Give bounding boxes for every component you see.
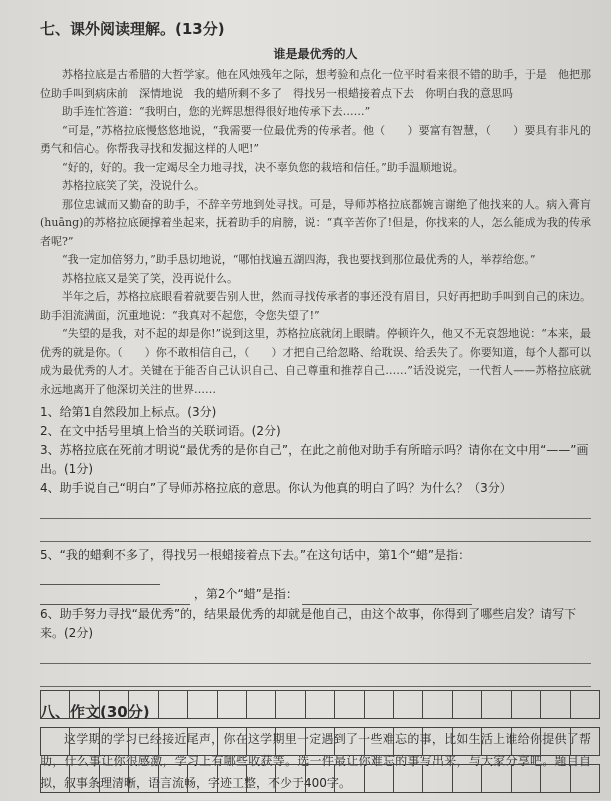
question-2: 2、在文中括号里填上恰当的关联词语。(2分) (40, 424, 281, 438)
grid-cell[interactable] (41, 691, 70, 718)
paragraph: 助手连忙答道：“我明白，您的光辉思想得很好地传承下去……” (62, 105, 371, 118)
grid-cell[interactable] (100, 765, 129, 792)
paragraph: 半年之后，苏格拉底眼看着就要告别人世，然而寻找传承者的事还没有眉目，只好再把助手叫到自己的床边。助手泪流满面，沉重地说：“我真对不起您，令您失望了!” (40, 290, 591, 322)
grid-cell[interactable] (394, 765, 423, 792)
paragraph: 那位忠诚而又勤奋的助手，不辞辛劳地到处寻找。可是，导师苏格拉底都婉言谢绝了他找来的人。病入膏肓(huāng)的苏格拉底硬撑着坐起来，抚着助手的肩膀，说：“真辛苦你了!但是，你找来的人，怎么能成为我的传承者呢?” (40, 197, 591, 248)
grid-cell[interactable] (159, 691, 188, 718)
section-8-title: 八、作文(30分) (40, 703, 150, 721)
grid-cell[interactable] (365, 691, 394, 718)
grid-cell[interactable] (159, 728, 188, 755)
grid-cell[interactable] (218, 691, 247, 718)
grid-cell[interactable] (247, 728, 276, 755)
grid-cell[interactable] (306, 765, 335, 792)
story-title: 谁是最优秀的人 (273, 47, 358, 61)
question-5-text-2: ，第2个“蜡”是指： (193, 587, 298, 601)
grid-cell[interactable] (512, 728, 541, 755)
grid-cell[interactable] (423, 691, 452, 718)
grid-row[interactable] (40, 764, 600, 793)
answer-line[interactable] (40, 500, 591, 519)
answer-blank[interactable] (40, 585, 190, 605)
paragraph: 苏格拉底笑了笑，没说什么。 (62, 179, 205, 192)
grid-cell[interactable] (482, 728, 511, 755)
grid-cell[interactable] (335, 728, 364, 755)
grid-cell[interactable] (571, 765, 600, 792)
question-3: 3、苏格拉底在死前才明说“最优秀的是你自己”，在此之前他对助手有所暗示吗？请你在文中用“——”画出。(1分) (40, 443, 589, 476)
grid-cell[interactable] (70, 691, 99, 718)
grid-cell[interactable] (423, 765, 452, 792)
grid-cell[interactable] (129, 691, 158, 718)
grid-cell[interactable] (453, 728, 482, 755)
grid-row[interactable] (40, 690, 600, 719)
essay-prompt: 这学期的学习已经接近尾声，你在这学期里一定遇到了一些难忘的事，比如生活上谁给你提供了帮助，什么事让你很感激，学习上有哪些收获等。选一件最让你难忘的事写出来，与大家分享吧。题目自拟，叙事条理清晰，语言流畅，字迹工整，不少于400字。 (40, 732, 591, 790)
grid-cell[interactable] (218, 765, 247, 792)
grid-cell[interactable] (276, 691, 305, 718)
grid-cell[interactable] (571, 728, 600, 755)
grid-cell[interactable] (335, 765, 364, 792)
grid-cell[interactable] (188, 728, 217, 755)
question-5-cont (40, 585, 591, 605)
paragraph: 苏格拉底是古希腊的大哲学家。他在风烛残年之际，想考验和点化一位平时看来很不错的助手，于是 他把那位助手叫到病床前 深情地说 我的蜡所剩不多了 得找另一根蜡接着点下去 你明白我的意思吗 (40, 68, 591, 100)
grid-cell[interactable] (70, 728, 99, 755)
grid-cell[interactable] (394, 691, 423, 718)
grid-cell[interactable] (306, 728, 335, 755)
grid-cell[interactable] (541, 691, 570, 718)
question-6: 6、助手努力寻找“最优秀”的，结果最优秀的却就是他自己，由这个故事，你得到了哪些启发？请写下来。(2分) (40, 607, 577, 640)
grid-cell[interactable] (306, 691, 335, 718)
grid-cell[interactable] (70, 765, 99, 792)
grid-cell[interactable] (482, 691, 511, 718)
answer-blank[interactable] (302, 585, 472, 605)
grid-cell[interactable] (423, 728, 452, 755)
paragraph: “好的，好的。我一定竭尽全力地寻找，决不辜负您的栽培和信任。”助手温顺地说。 (62, 160, 464, 174)
questions (40, 403, 591, 687)
grid-cell[interactable] (188, 765, 217, 792)
grid-cell[interactable] (365, 728, 394, 755)
grid-cell[interactable] (276, 728, 305, 755)
question-4: 4、助手说自己“明白”了导师苏格拉底的意思。你认为他真的明白了吗？为什么？（3分） (40, 481, 512, 495)
paragraph: “我一定加倍努力，”助手恳切地说，“哪怕找遍五湖四海，我也要找到那位最优秀的人，举荐给您。” (62, 253, 536, 266)
grid-cell[interactable] (335, 691, 364, 718)
grid-cell[interactable] (41, 765, 70, 792)
paragraph: “失望的是我，对不起的却是你!”说到这里，苏格拉底就闭上眼睛。停顿许久，他又不无哀怨地说：“本来，最优秀的就是你。（ ）你不敢相信自己，（ ）才把自己给忽略、给耽误、给丢失了。你要知道，每个人都可以成为最优秀的人才。关键在于能否自己认识自己、自己尊重和推荐自己……”话没说完，一代哲人——苏格拉底就永远地离开了他深切关注的世界…… (40, 327, 591, 396)
grid-cell[interactable] (247, 765, 276, 792)
grid-cell[interactable] (541, 728, 570, 755)
question-5-text: 5、“我的蜡剩不多了，得找另一根蜡接着点下去。”在这句话中，第1个“蜡”是指： (40, 548, 471, 562)
grid-cell[interactable] (159, 765, 188, 792)
grid-cell[interactable] (276, 765, 305, 792)
grid-cell[interactable] (100, 728, 129, 755)
grid-cell[interactable] (365, 765, 394, 792)
grid-cell[interactable] (247, 691, 276, 718)
paragraph: “可是，”苏格拉底慢悠悠地说，“我需要一位最优秀的传承者。他（ ）要富有智慧，（ ）要具有非凡的勇气和信心。你帮我寻找和发掘这样的人吧!” (40, 123, 591, 155)
writing-grid[interactable] (40, 690, 600, 801)
grid-cell[interactable] (218, 728, 247, 755)
grid-cell[interactable] (129, 765, 158, 792)
question-1: 1、给第1自然段加上标点。(3分) (40, 405, 217, 419)
grid-cell[interactable] (541, 765, 570, 792)
grid-row[interactable] (40, 727, 600, 756)
answer-line[interactable] (40, 523, 591, 542)
story-text (40, 66, 591, 399)
grid-cell[interactable] (512, 765, 541, 792)
grid-cell[interactable] (453, 691, 482, 718)
grid-cell[interactable] (453, 765, 482, 792)
section-7-title: 七、课外阅读理解。(13分) (40, 20, 225, 38)
grid-cell[interactable] (41, 728, 70, 755)
grid-cell[interactable] (394, 728, 423, 755)
paragraph: 苏格拉底又是笑了笑，没再说什么。 (62, 271, 238, 285)
grid-cell[interactable] (129, 728, 158, 755)
grid-cell[interactable] (482, 765, 511, 792)
answer-line[interactable] (40, 668, 591, 687)
answer-blank[interactable] (40, 565, 160, 585)
grid-cell[interactable] (188, 691, 217, 718)
answer-line[interactable] (40, 645, 591, 664)
grid-cell[interactable] (512, 691, 541, 718)
grid-cell[interactable] (100, 691, 129, 718)
grid-cell[interactable] (571, 691, 600, 718)
question-5 (40, 546, 591, 585)
